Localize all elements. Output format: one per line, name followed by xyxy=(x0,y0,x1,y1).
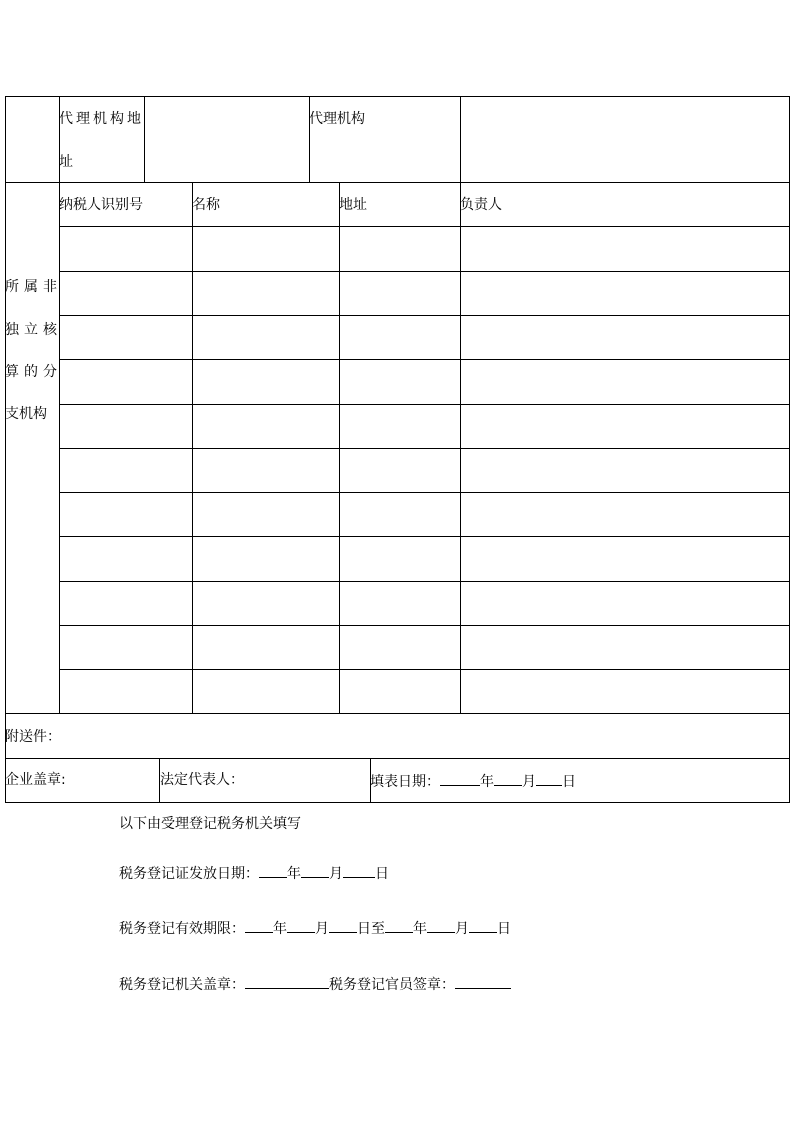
office-seal-label: 税务登记机关盖章： xyxy=(119,977,245,993)
validity-start-day-blank[interactable] xyxy=(329,918,357,933)
row-divider-header xyxy=(59,226,790,227)
branches-side-label-4: 支机构 xyxy=(5,406,47,422)
issue-date-day-blank[interactable] xyxy=(343,863,375,878)
col-divider xyxy=(59,96,60,713)
issue-date-label: 税务登记证发放日期： xyxy=(119,866,259,882)
fill-date-year-blank[interactable] xyxy=(440,771,480,786)
row-divider-agency xyxy=(5,182,790,183)
officer-sign-blank[interactable] xyxy=(455,974,511,989)
officer-sign-label: 税务登记官员签章： xyxy=(329,977,455,993)
issue-date-month-blank[interactable] xyxy=(301,863,329,878)
office-section-header: 以下由受理登记税务机关填写 xyxy=(119,816,301,832)
year-label: 年 xyxy=(480,774,494,790)
issue-date-year-blank[interactable] xyxy=(259,863,287,878)
agency-field[interactable] xyxy=(461,97,789,182)
fill-date xyxy=(370,771,576,791)
row-divider xyxy=(59,625,790,626)
row-divider xyxy=(59,404,790,405)
row-divider xyxy=(59,448,790,449)
column-header-taxpayer-id: 纳税人识别号 xyxy=(59,197,143,213)
agency-label: 代理机构 xyxy=(309,111,365,127)
branches-side-label-2: 独立核 xyxy=(5,322,62,338)
year-label: 年 xyxy=(273,921,287,937)
branches-side-label-3: 算的分 xyxy=(5,364,62,380)
validity-end-year-blank[interactable] xyxy=(385,918,413,933)
column-header-name: 名称 xyxy=(192,197,220,213)
validity-period xyxy=(119,918,511,938)
month-label: 月 xyxy=(329,866,343,882)
fill-date-label: 填表日期： xyxy=(370,774,440,790)
col-divider xyxy=(460,96,461,713)
attachments-label: 附送件： xyxy=(5,729,61,745)
row-divider xyxy=(59,536,790,537)
day-label: 日 xyxy=(497,921,511,937)
branches-side-label-1: 所属非 xyxy=(5,279,62,295)
agency-address-label-cont: 址 xyxy=(59,154,73,170)
office-seal xyxy=(119,974,511,994)
row-divider xyxy=(59,492,790,493)
validity-start-month-blank[interactable] xyxy=(287,918,315,933)
row-divider xyxy=(59,271,790,272)
company-seal-label: 企业盖章: xyxy=(5,772,66,788)
col-divider xyxy=(309,96,310,182)
column-header-address: 地址 xyxy=(339,197,367,213)
row-divider xyxy=(59,359,790,360)
day-label: 日 xyxy=(357,921,371,937)
validity-start-year-blank[interactable] xyxy=(245,918,273,933)
month-label: 月 xyxy=(522,774,536,790)
col-divider xyxy=(192,182,193,713)
agency-address-label: 代理机构地 xyxy=(59,111,144,127)
row-divider xyxy=(59,581,790,582)
agency-address-field[interactable] xyxy=(145,97,309,182)
month-label: 月 xyxy=(455,921,469,937)
to-label: 至 xyxy=(371,921,385,937)
row-divider xyxy=(59,669,790,670)
office-seal-blank[interactable] xyxy=(245,974,329,989)
validity-end-month-blank[interactable] xyxy=(427,918,455,933)
day-label: 日 xyxy=(562,774,576,790)
validity-end-day-blank[interactable] xyxy=(469,918,497,933)
fill-date-day-blank[interactable] xyxy=(536,771,562,786)
row-divider-attachments xyxy=(5,758,790,759)
day-label: 日 xyxy=(375,866,389,882)
year-label: 年 xyxy=(413,921,427,937)
issue-date xyxy=(119,863,389,883)
legal-rep-label: 法定代表人： xyxy=(160,772,244,788)
fill-date-month-blank[interactable] xyxy=(494,771,522,786)
col-divider xyxy=(339,182,340,713)
column-header-manager: 负责人 xyxy=(460,197,502,213)
year-label: 年 xyxy=(287,866,301,882)
month-label: 月 xyxy=(315,921,329,937)
validity-label: 税务登记有效期限： xyxy=(119,921,245,937)
row-divider xyxy=(59,315,790,316)
row-divider-branches-end xyxy=(5,713,790,714)
